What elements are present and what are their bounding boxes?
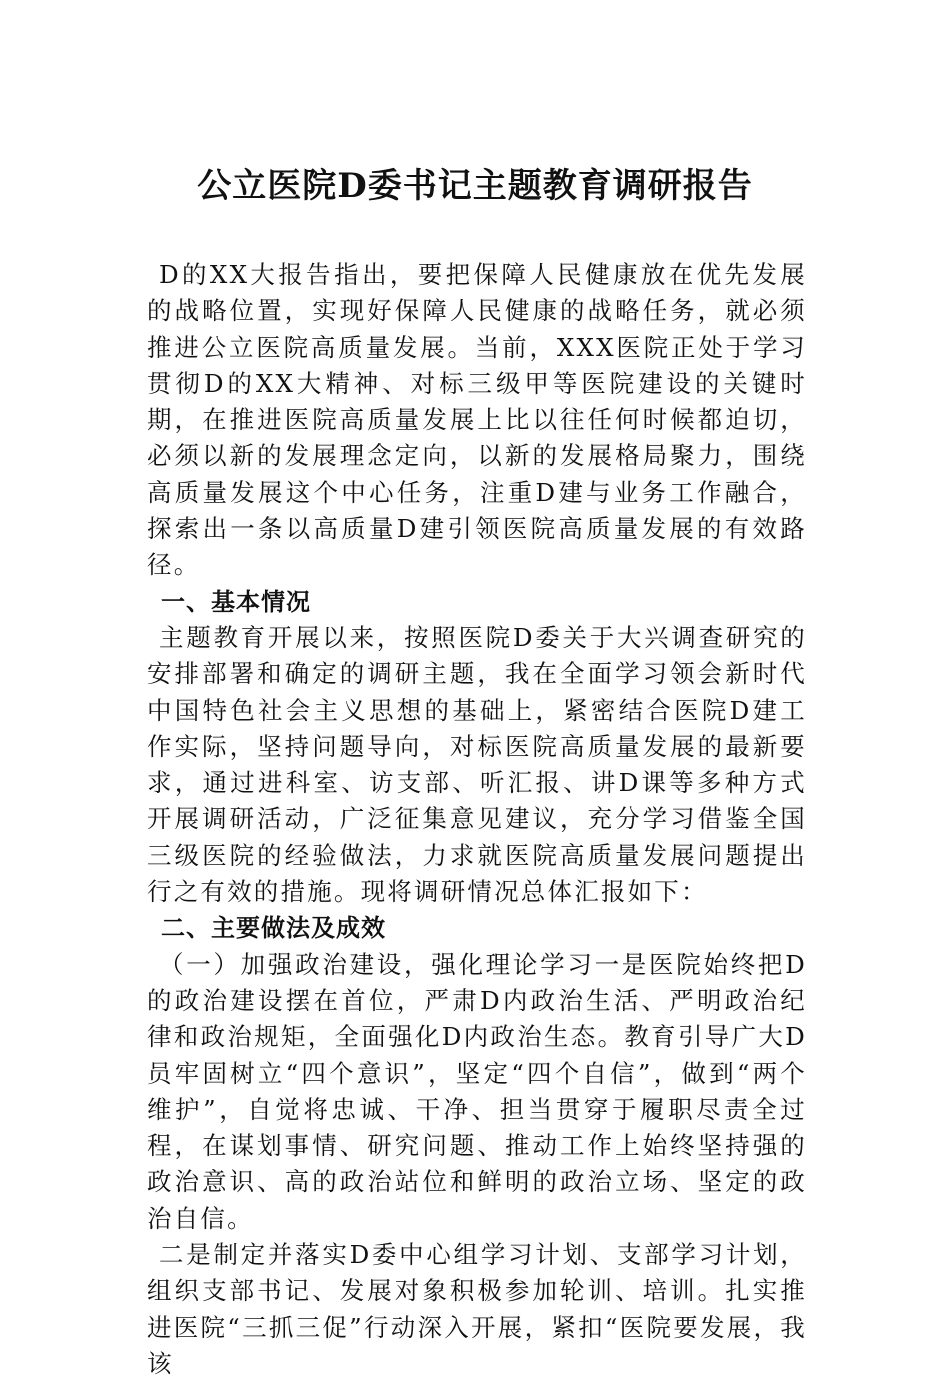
section-heading-main-practices: 二、主要做法及成效 xyxy=(161,914,386,943)
section2-paragraph-2: 二是制定并落实D委中心组学习计划、支部学习计划，组织支部书记、发展对象积极参加轮训、培训。扎实推进医院“三抓三促”行动深入开展，紧扣“医院要发展，我该 xyxy=(147,1240,807,1378)
intro-paragraph: D的XX大报告指出，要把保障人民健康放在优先发展的战略位置，实现好保障人民健康的战略任务，就必须推进公立医院高质量发展。当前，XXX医院正处于学习贯彻D的XX大精神、对标三级甲等医院建设的关键时期，在推进医院高质量发展上比以往任何时候都迫切，必须以新的发展理念定向，以新的发展格局聚力，围绕高质量发展这个中心任务，注重D建与业务工作融合，探索出一条以高质量D建引领医院高质量发展的有效路径。 xyxy=(147,260,807,580)
section2-paragraph-1: （一）加强政治建设，强化理论学习一是医院始终把D的政治建设摆在首位，严肃D内政治生活、严明政治纪律和政治规矩，全面强化D内政治生态。教育引导广大D员牢固树立“四个意识”，坚定“四个自信”，做到“两个维护”，自觉将忠诚、干净、担当贯穿于履职尽责全过程，在谋划事情、研究问题、推动工作上始终坚持强的政治意识、高的政治站位和鲜明的政治立场、坚定的政治自信。 xyxy=(147,949,807,1233)
document-body xyxy=(147,257,807,1382)
document-title: 公立医院D委书记主题教育调研报告 xyxy=(197,166,753,206)
section1-paragraph: 主题教育开展以来，按照医院D委关于大兴调查研究的安排部署和确定的调研主题，我在全面学习领会新时代中国特色社会主义思想的基础上，紧密结合医院D建工作实际，坚持问题导向，对标医院高质量发展的最新要求，通过进科室、访支部、听汇报、讲D课等多种方式开展调研活动，广泛征集意见建议，充分学习借鉴全国三级医院的经验做法，力求就医院高质量发展问题提出行之有效的措施。现将调研情况总体汇报如下： xyxy=(147,622,807,907)
section-heading-basic-situation: 一、基本情况 xyxy=(161,587,311,616)
